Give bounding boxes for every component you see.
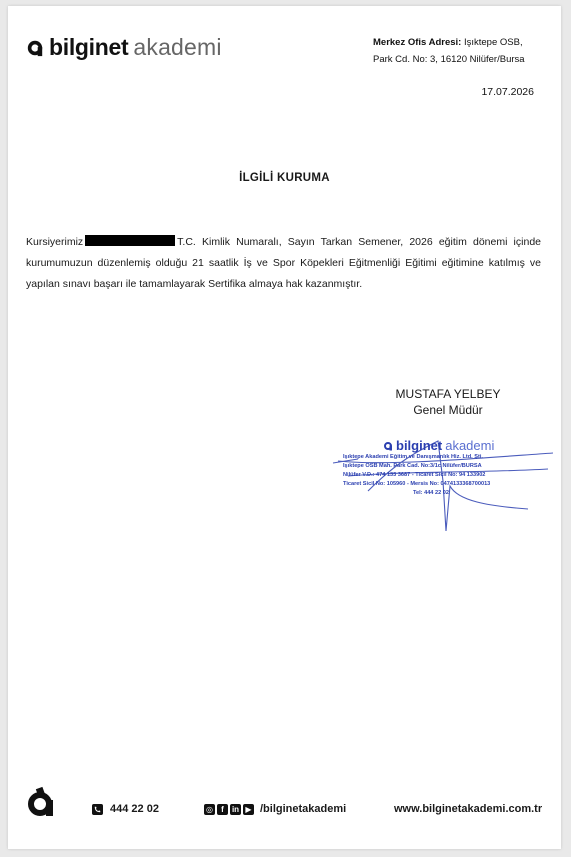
footer-website[interactable]: www.bilginetakademi.com.tr	[394, 803, 543, 815]
body-rest: T.C. Kimlik Numaralı, Sayın Tarkan Semener, 2026 eğitim dönemi içinde kurumumuzun düzenlemiş olduğu 21 saatlik İş ve Spor Köpekleri Eğitmenliği Eğitimi eğitimine katılmış ve yapılan sınavı başarı ile tamamlayarak Sertifika almaya hak kazanmıştır.	[26, 236, 541, 290]
address-label: Merkez Ofis Adresi:	[373, 37, 462, 48]
footer-phone[interactable]	[92, 803, 159, 815]
logo-text-light: akademi	[133, 34, 222, 60]
address-line-2: Park Cd. No: 3, 16120 Nilüfer/Bursa	[373, 54, 525, 65]
stamp-line-3: Nilüfer V.D.: 474 133 3687 - Ticaret Sicil No: 94 133902	[343, 472, 486, 478]
company-stamp	[343, 453, 533, 498]
body-prefix: Kursiyerimiz	[26, 236, 84, 248]
stamp-line-5: Tel: 444 22 02	[413, 490, 449, 496]
phone-number: 444 22 02	[110, 803, 159, 815]
stamp-logo	[383, 438, 494, 453]
company-logo	[26, 34, 222, 61]
footer-logo-icon	[26, 786, 56, 818]
stamp-line-1: Işıktepe Akademi Eğitim ve Danışmanlık Hiz. Ltd. Şti.	[343, 454, 483, 460]
letter-title: İLGİLİ KURUMA	[239, 172, 330, 184]
social-handle: /bilginetakademi	[260, 803, 347, 815]
signatory	[378, 386, 518, 418]
logo-text-bold: bilginet	[49, 34, 129, 60]
stamp-logo-icon	[383, 441, 393, 451]
linkedin-icon[interactable]: in	[231, 804, 240, 814]
stamp-line-4: Ticaret Sicil No: 105960 - Mersis No: 0474133368700013	[343, 481, 491, 487]
redacted-id-number	[85, 235, 175, 246]
facebook-icon[interactable]: f	[217, 804, 228, 815]
bilginet-logo-icon	[26, 39, 44, 57]
stamp-line-2: Işıktepe OSB Mah. Park Cad. No:3/1c Nilüfer/BURSA	[343, 463, 482, 469]
address-line-1: Işıktepe OSB,	[463, 37, 523, 48]
letter-body	[26, 232, 541, 295]
footer-social[interactable]	[204, 803, 346, 815]
phone-icon	[92, 804, 103, 815]
youtube-icon[interactable]: ▶	[243, 804, 254, 815]
office-address	[373, 34, 525, 68]
instagram-icon[interactable]: ◎	[204, 804, 215, 815]
stamp-logo-bold: bilginet	[396, 438, 443, 453]
letter-page	[8, 6, 561, 849]
signatory-role: Genel Müdür	[413, 403, 483, 417]
signatory-name: MUSTAFA YELBEY	[395, 387, 501, 401]
stamp-logo-light: akademi	[445, 438, 495, 453]
letter-date: 17.07.2026	[481, 86, 534, 98]
